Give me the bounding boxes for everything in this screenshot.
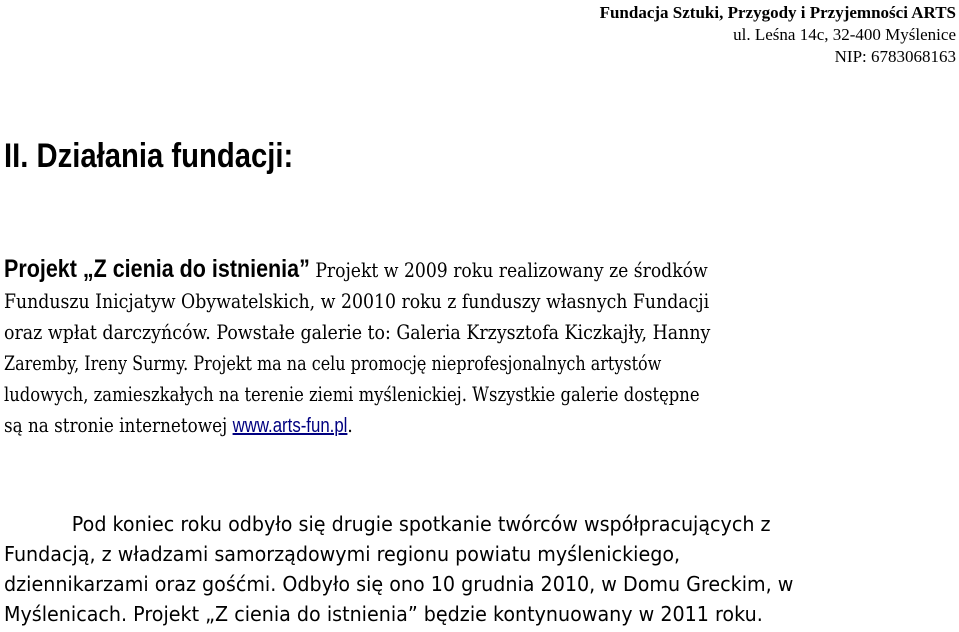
- project-line-4: Zaremby, Ireny Surmy. Projekt ma na celu promocję nieprofesjonalnych artystów: [4, 351, 662, 375]
- project-title: Projekt „Z cienia do istnienia”: [4, 255, 310, 283]
- paragraph-line-1: Pod koniec roku odbyło się drugie spotkanie twórców współpracujących z: [71, 512, 771, 536]
- website-link[interactable]: www.arts-fun.pl: [232, 415, 348, 437]
- organization-nip: NIP: 6783068163: [834, 47, 956, 66]
- project-line-6-end: .: [347, 413, 353, 437]
- meeting-paragraph: [4, 509, 956, 629]
- project-line-3: oraz wpłat darczyńców. Powstałe galerie to: Galeria Krzysztofa Kiczkajły, Hanny: [4, 320, 711, 344]
- project-line-6-text: są na stronie internetowej: [4, 413, 233, 437]
- paragraph-line-3: dziennikarzami oraz gośćmi. Odbyło się ono 10 grudnia 2010, w Domu Greckim, w: [4, 572, 794, 596]
- project-description: [4, 254, 956, 442]
- organization-address: ul. Leśna 14c, 32-400 Myślenice: [733, 25, 956, 44]
- paragraph-line-4: Myślenicach. Projekt „Z cienia do istnienia” będzie kontynuowany w 2011 roku.: [4, 602, 763, 626]
- project-line-1: [4, 254, 823, 286]
- organization-name: Fundacja Sztuki, Przygody i Przyjemności ARTS: [599, 3, 956, 22]
- document-header: [600, 2, 956, 68]
- project-line-2: Funduszu Inicjatyw Obywatelskich, w 20010 roku z funduszy własnych Fundacji: [4, 289, 710, 313]
- project-line-6: [4, 410, 804, 442]
- project-line-5: ludowych, zamieszkałych na terenie ziemi myślenickiej. Wszystkie galerie dostępne: [4, 382, 700, 406]
- project-line-1-text: Projekt w 2009 roku realizowany ze środków: [309, 258, 708, 282]
- paragraph-line-2: Fundacją, z władzami samorządowymi regionu powiatu myślenickiego,: [4, 542, 681, 566]
- section-title: II. Działania fundacji:: [4, 137, 294, 175]
